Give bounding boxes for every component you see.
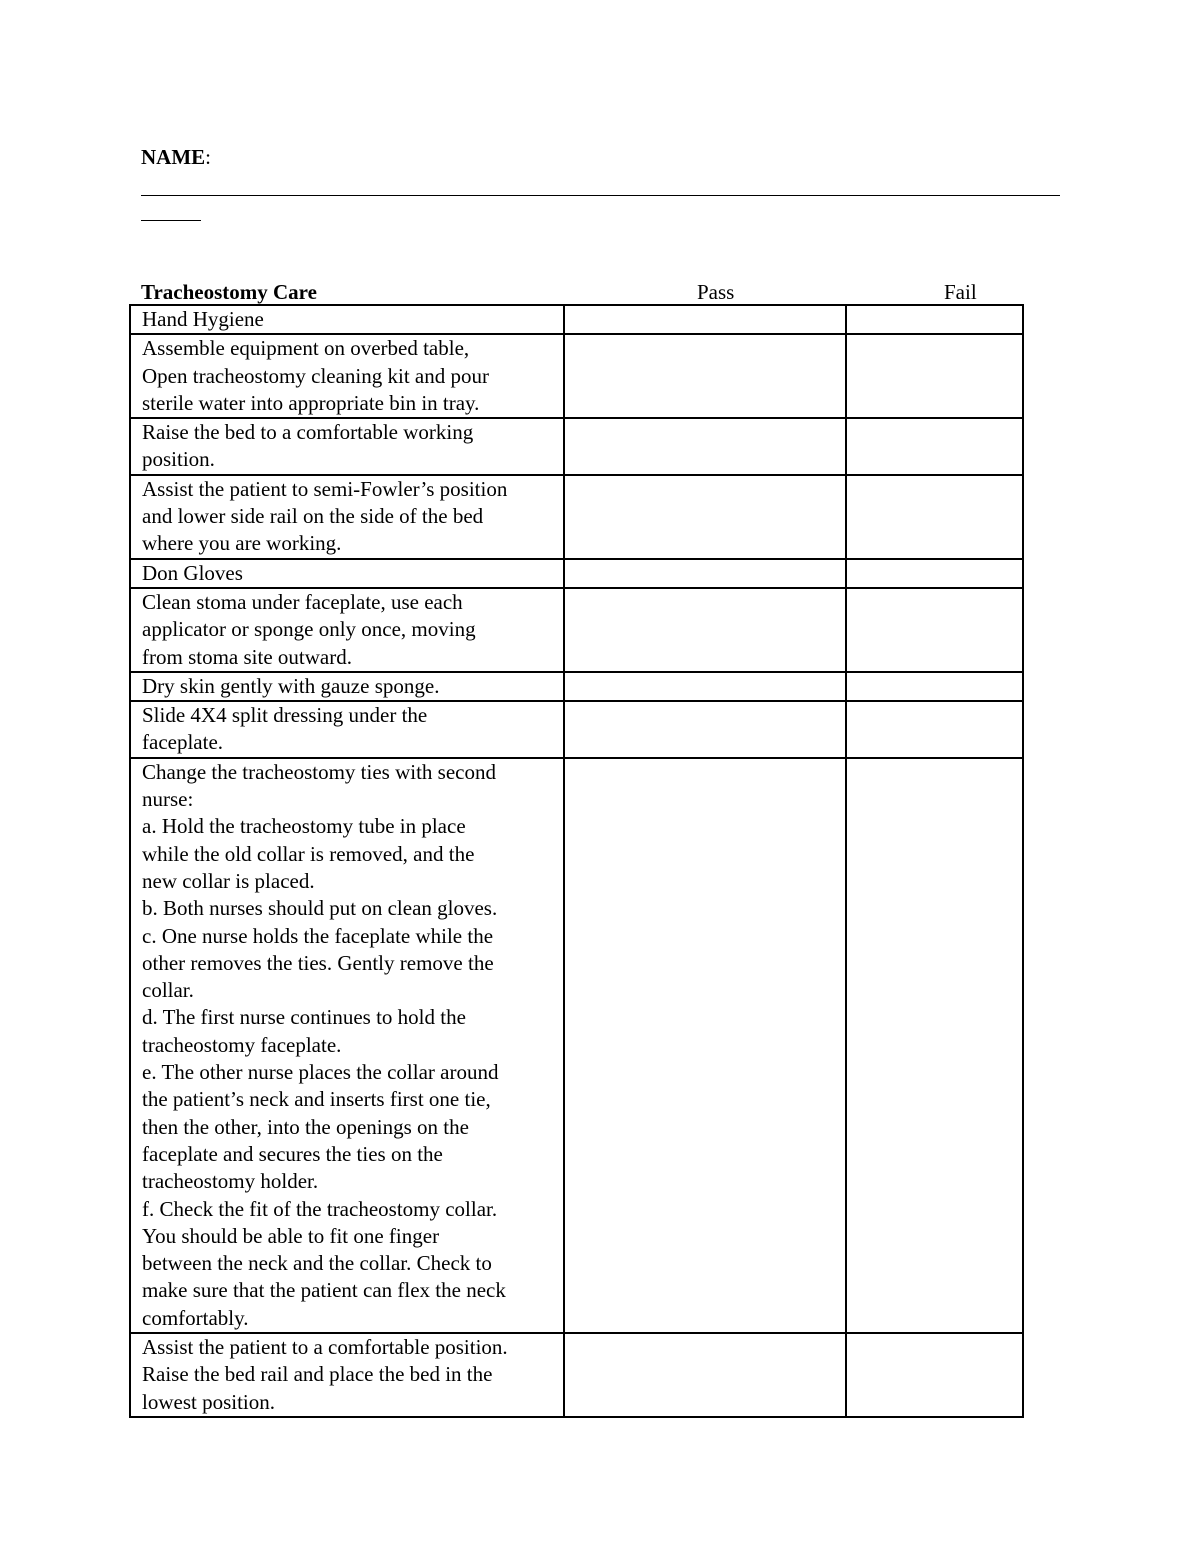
step-text-line: collar. bbox=[142, 978, 194, 1003]
step-text-line: Assemble equipment on overbed table, bbox=[142, 336, 470, 361]
table-row bbox=[130, 305, 1023, 334]
table-row bbox=[130, 1333, 1023, 1417]
step-text-line: and lower side rail on the side of the bed bbox=[142, 504, 484, 529]
pass-cell[interactable] bbox=[564, 305, 846, 334]
step-text-line: Slide 4X4 split dressing under the bbox=[142, 703, 428, 728]
checklist-body bbox=[130, 305, 1023, 1417]
step-text-line: Clean stoma under faceplate, use each bbox=[142, 589, 463, 614]
step-description-cell bbox=[130, 559, 564, 588]
step-text-line: faceplate and secures the ties on the bbox=[142, 1141, 443, 1166]
step-text-line: between the neck and the collar. Check to bbox=[142, 1251, 492, 1276]
pass-cell[interactable] bbox=[564, 1333, 846, 1417]
table-row bbox=[130, 418, 1023, 475]
name-label-colon: : bbox=[205, 145, 212, 169]
step-text-line: f. Check the fit of the tracheostomy collar. bbox=[142, 1196, 498, 1221]
step-text-line: comfortably. bbox=[142, 1305, 249, 1330]
step-text-line: Assist the patient to semi-Fowler’s position bbox=[142, 476, 508, 501]
fail-cell[interactable] bbox=[846, 559, 1023, 588]
step-description-cell bbox=[130, 1333, 564, 1417]
pass-cell[interactable] bbox=[564, 672, 846, 701]
fail-cell[interactable] bbox=[846, 672, 1023, 701]
pass-cell[interactable] bbox=[564, 588, 846, 672]
step-text-line: nurse: bbox=[142, 787, 194, 812]
step-text-line: You should be able to fit one finger bbox=[142, 1223, 440, 1248]
step-text-line: new collar is placed. bbox=[142, 868, 315, 893]
step-description-cell bbox=[130, 758, 564, 1333]
fail-cell[interactable] bbox=[846, 475, 1023, 559]
table-row bbox=[130, 588, 1023, 672]
table-row bbox=[130, 701, 1023, 758]
table-row bbox=[130, 475, 1023, 559]
step-description-cell bbox=[130, 475, 564, 559]
pass-cell[interactable] bbox=[564, 475, 846, 559]
fail-cell[interactable] bbox=[846, 701, 1023, 758]
step-description-cell bbox=[130, 305, 564, 334]
step-description-cell bbox=[130, 672, 564, 701]
step-text-line: Don Gloves bbox=[142, 560, 243, 585]
step-text-line: Hand Hygiene bbox=[142, 307, 264, 331]
step-text-line: while the old collar is removed, and the bbox=[142, 841, 475, 866]
fail-cell[interactable] bbox=[846, 758, 1023, 1333]
name-label bbox=[141, 144, 211, 170]
pass-cell[interactable] bbox=[564, 701, 846, 758]
step-text-line: sterile water into appropriate bin in tray. bbox=[142, 390, 480, 415]
table-row bbox=[130, 334, 1023, 418]
step-text-line: Assist the patient to a comfortable position. bbox=[142, 1334, 508, 1359]
checklist-table bbox=[129, 304, 1024, 1418]
fail-cell[interactable] bbox=[846, 1333, 1023, 1417]
step-text-line: Dry skin gently with gauze sponge. bbox=[142, 673, 440, 698]
pass-cell[interactable] bbox=[564, 559, 846, 588]
step-description-cell bbox=[130, 701, 564, 758]
step-text-line: Raise the bed rail and place the bed in the bbox=[142, 1362, 493, 1387]
pass-cell[interactable] bbox=[564, 334, 846, 418]
checklist-title: Tracheostomy Care bbox=[141, 280, 317, 304]
pass-cell[interactable] bbox=[564, 418, 846, 475]
name-entry-line[interactable] bbox=[141, 195, 1060, 196]
step-text-line: applicator or sponge only once, moving bbox=[142, 617, 476, 642]
step-text-line: Change the tracheostomy ties with second bbox=[142, 759, 496, 784]
fail-cell[interactable] bbox=[846, 588, 1023, 672]
step-text-line: Open tracheostomy cleaning kit and pour bbox=[142, 363, 489, 388]
step-text-line: b. Both nurses should put on clean gloves. bbox=[142, 896, 498, 921]
step-description-cell bbox=[130, 418, 564, 475]
step-text-line: a. Hold the tracheostomy tube in place bbox=[142, 814, 466, 839]
table-row bbox=[130, 559, 1023, 588]
step-text-line: c. One nurse holds the faceplate while the bbox=[142, 923, 494, 948]
step-description-cell bbox=[130, 588, 564, 672]
step-description-cell bbox=[130, 334, 564, 418]
fail-cell[interactable] bbox=[846, 418, 1023, 475]
step-text-line: tracheostomy faceplate. bbox=[142, 1032, 342, 1057]
name-entry-line-continuation bbox=[141, 220, 201, 221]
step-text-line: Raise the bed to a comfortable working bbox=[142, 420, 474, 445]
step-text-line: make sure that the patient can flex the neck bbox=[142, 1278, 506, 1303]
fail-cell[interactable] bbox=[846, 305, 1023, 334]
step-text-line: d. The first nurse continues to hold the bbox=[142, 1005, 466, 1030]
step-text-line: e. The other nurse places the collar around bbox=[142, 1060, 499, 1085]
step-text-line: from stoma site outward. bbox=[142, 644, 352, 669]
name-label-text: NAME bbox=[141, 145, 206, 169]
fail-column-header: Fail bbox=[944, 280, 977, 304]
step-text-line: then the other, into the openings on the bbox=[142, 1114, 469, 1139]
pass-column-header: Pass bbox=[697, 280, 735, 304]
step-text-line: other removes the ties. Gently remove the bbox=[142, 950, 494, 975]
step-text-line: lowest position. bbox=[142, 1389, 276, 1414]
pass-cell[interactable] bbox=[564, 758, 846, 1333]
step-text-line: where you are working. bbox=[142, 531, 342, 556]
step-text-line: tracheostomy holder. bbox=[142, 1169, 319, 1194]
step-text-line: faceplate. bbox=[142, 730, 224, 755]
fail-cell[interactable] bbox=[846, 334, 1023, 418]
table-row bbox=[130, 672, 1023, 701]
step-text-line: the patient’s neck and inserts first one tie, bbox=[142, 1087, 491, 1112]
table-row bbox=[130, 758, 1023, 1333]
step-text-line: position. bbox=[142, 447, 215, 472]
